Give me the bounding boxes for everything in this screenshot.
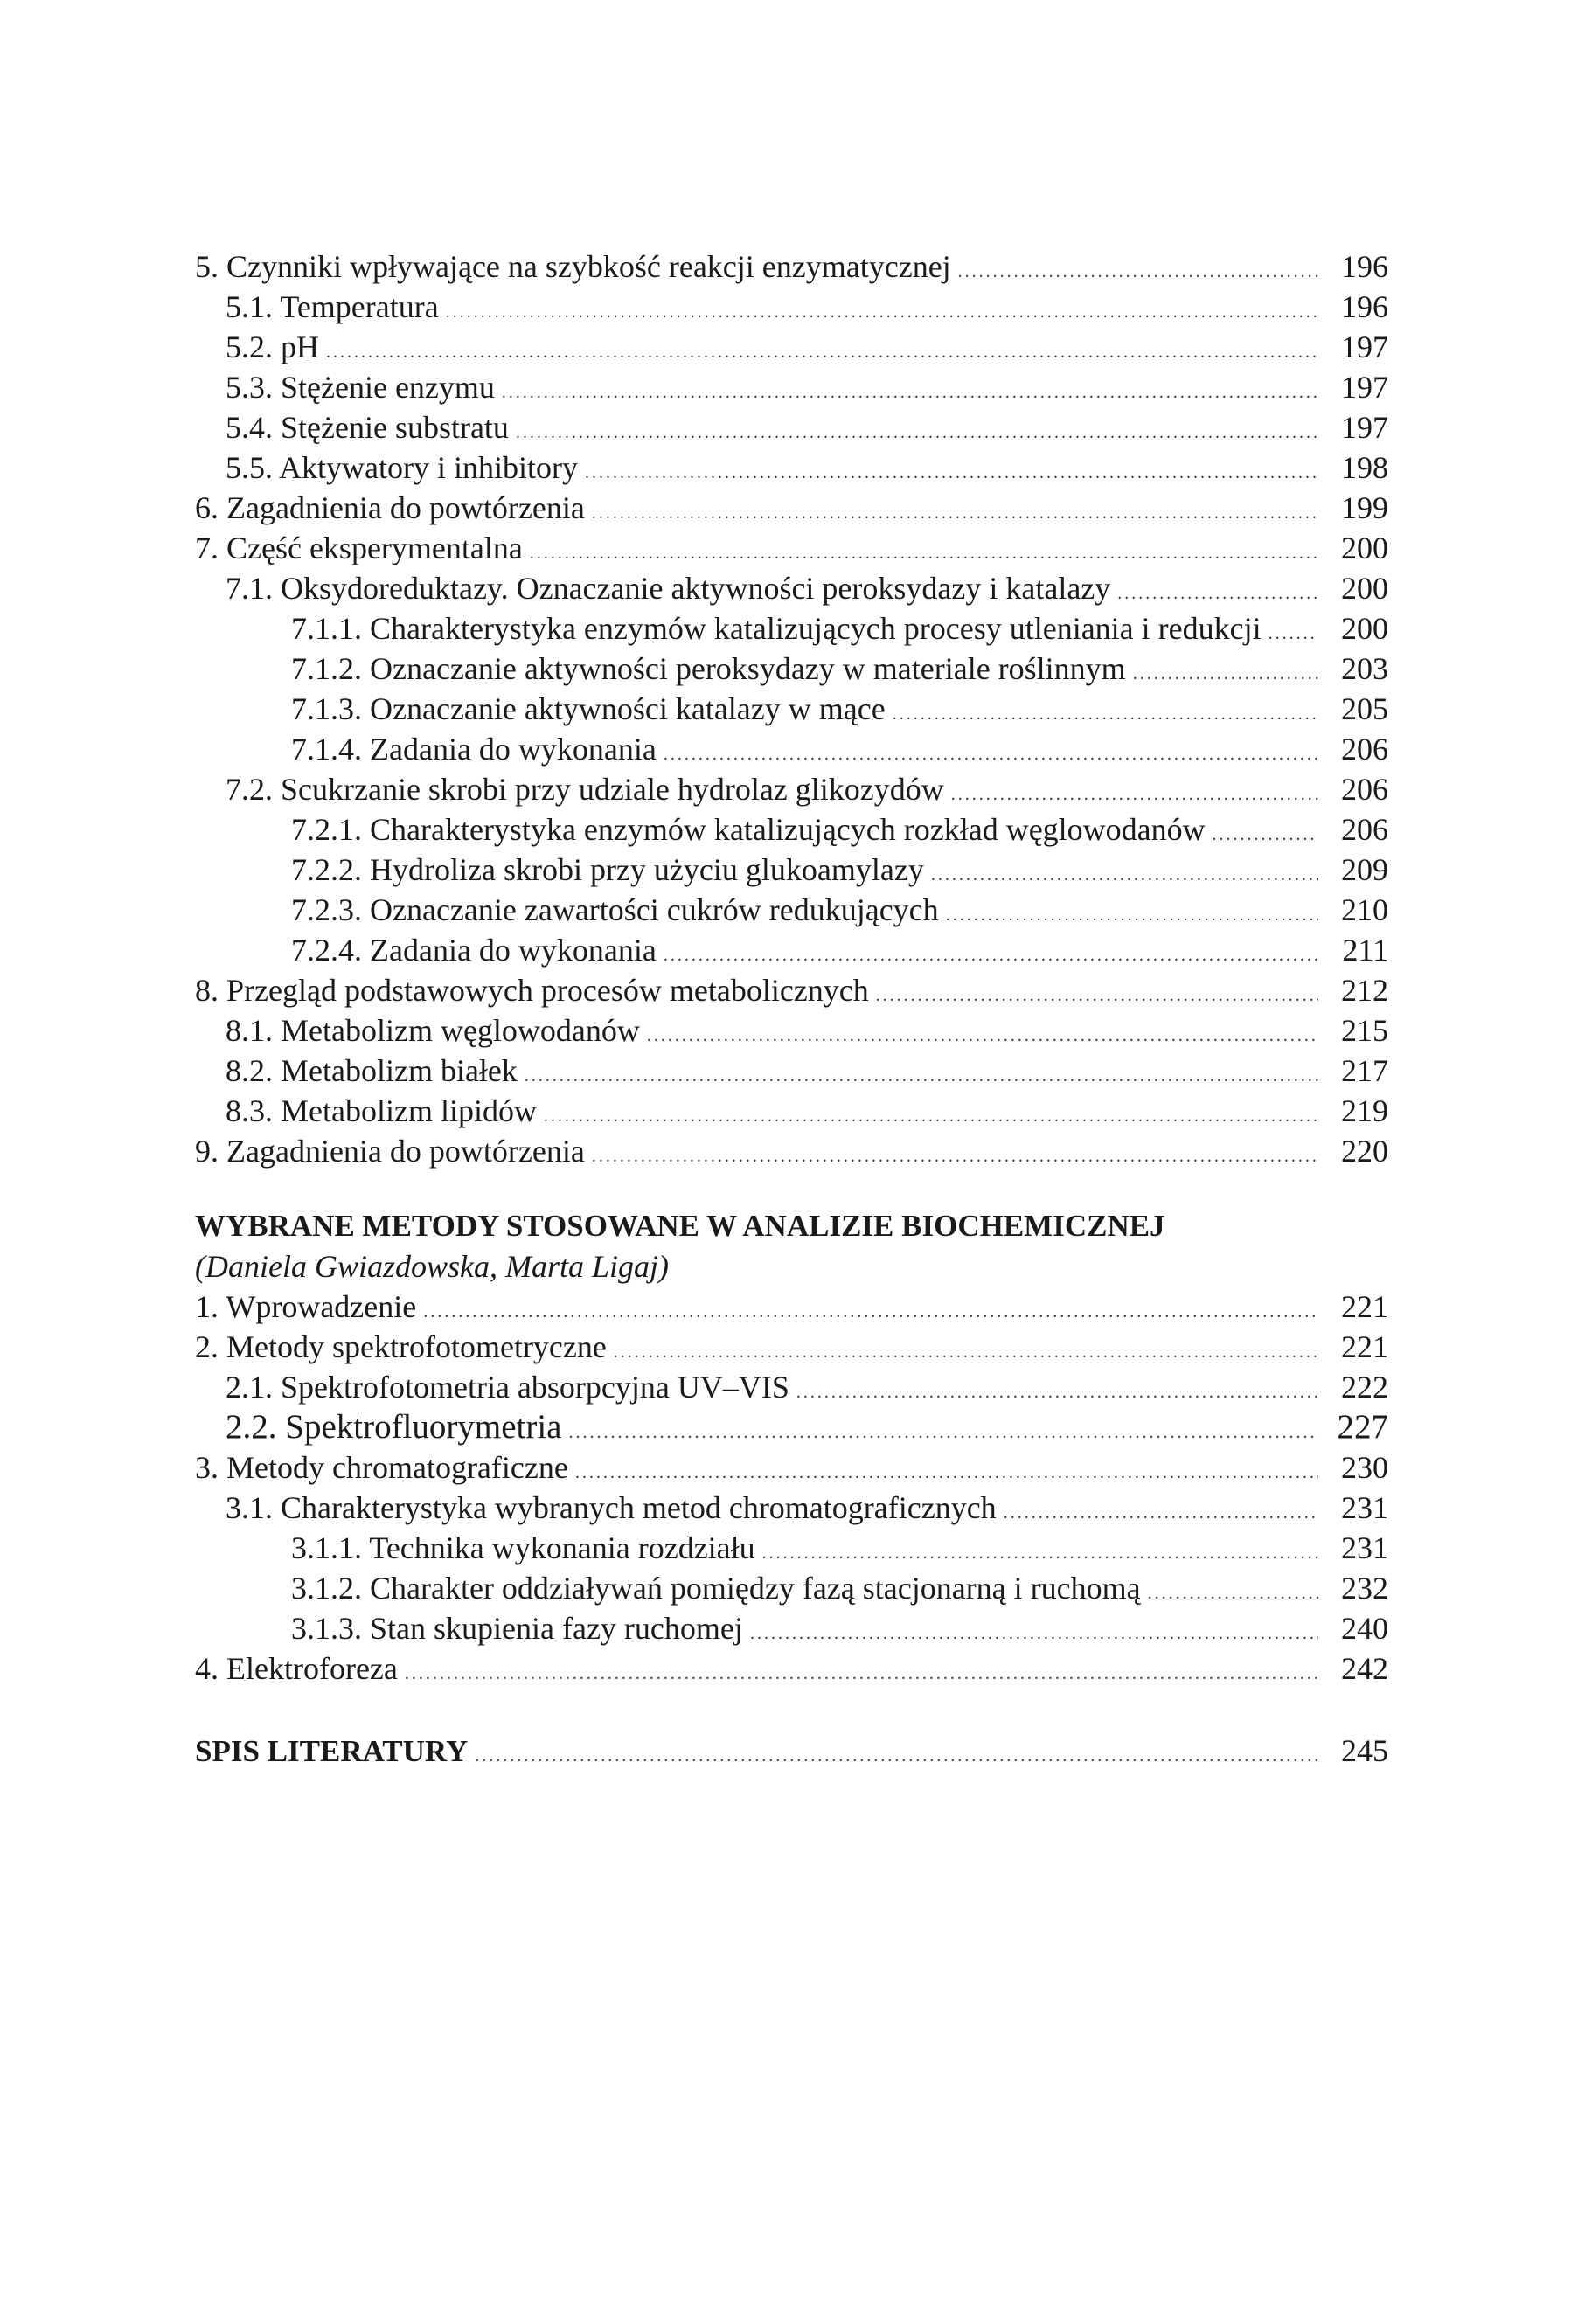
- toc-entry-page: 221: [1341, 1289, 1388, 1324]
- toc-entry-page: 199: [1341, 490, 1388, 525]
- toc-entry-label: 9. Zagadnienia do powtórzenia: [195, 1134, 585, 1169]
- toc-entry-label: 6. Zagadnienia do powtórzenia: [195, 490, 585, 525]
- toc-entry-page: 231: [1341, 1530, 1388, 1565]
- toc-leader-dots: [585, 453, 1318, 493]
- toc-entry-page: 245: [1341, 1733, 1388, 1768]
- toc-entry-page: 197: [1341, 370, 1388, 405]
- toc-leader-dots: [592, 1136, 1318, 1176]
- toc-entry-page: 197: [1341, 330, 1388, 364]
- section-authors: (Daniela Gwiazdowska, Marta Ligaj): [195, 1249, 670, 1284]
- toc-entry: [195, 689, 1388, 729]
- toc-leader-dots: [502, 372, 1318, 413]
- toc-leader-dots: [946, 895, 1318, 935]
- toc-entry-page: 222: [1341, 1370, 1388, 1405]
- toc-entry-literature: [195, 1731, 1388, 1771]
- toc-entry-page: 217: [1341, 1053, 1388, 1088]
- toc-entry-label: 8.3. Metabolizm lipidów: [226, 1093, 537, 1128]
- toc-entry: [195, 608, 1388, 649]
- toc-entry-page: 206: [1341, 812, 1388, 847]
- toc-entry-label: 7.1.4. Zadania do wykonania: [291, 732, 657, 767]
- toc-entry-label: 7.2.4. Zadania do wykonania: [291, 933, 657, 968]
- toc-entry: [195, 1131, 1388, 1171]
- toc-entry-page: 196: [1341, 249, 1388, 284]
- toc-entry: [195, 850, 1388, 890]
- toc-entry-label: 5.3. Stężenie enzymu: [226, 370, 495, 405]
- toc-leader-dots: [1148, 1573, 1318, 1613]
- toc-entry: [195, 447, 1388, 488]
- toc-entry-label: 5.2. pH: [226, 330, 319, 364]
- toc-entry-page: 203: [1341, 651, 1388, 686]
- toc-entry: [195, 367, 1388, 407]
- toc-entry: [195, 769, 1388, 809]
- toc-leader-dots: [958, 252, 1318, 292]
- toc-leader-dots: [1269, 614, 1318, 654]
- table-of-contents: [195, 246, 1388, 1771]
- toc-entry-label: 2. Metody spektrofotometryczne: [195, 1329, 607, 1364]
- toc-entry-label: 3.1. Charakterystyka wybranych metod chromatograficznych: [226, 1490, 997, 1525]
- toc-entry: [195, 1488, 1388, 1528]
- toc-entry-page: 206: [1341, 732, 1388, 767]
- toc-entry-page: 215: [1341, 1013, 1388, 1048]
- toc-entry: [195, 1568, 1388, 1608]
- toc-entry: [195, 1010, 1388, 1051]
- toc-entry-label: 5.5. Aktywatory i inhibitory: [226, 450, 578, 485]
- toc-leader-dots: [1213, 815, 1318, 855]
- toc-entry: [195, 1648, 1388, 1689]
- toc-leader-dots: [405, 1654, 1318, 1694]
- toc-entry-page: 200: [1341, 571, 1388, 606]
- toc-entry: [195, 1407, 1388, 1447]
- section-heading: WYBRANE METODY STOSOWANE W ANALIZIE BIOCHEMICZNEJ: [195, 1209, 1165, 1243]
- toc-entry: [195, 729, 1388, 769]
- toc-entry-page: 210: [1341, 892, 1388, 927]
- toc-entry-label: 8. Przegląd podstawowych procesów metabolicznych: [195, 973, 869, 1008]
- toc-entry-page: 200: [1341, 611, 1388, 646]
- toc-entry: [195, 1528, 1388, 1568]
- toc-leader-dots: [931, 855, 1318, 895]
- toc-entry: [195, 528, 1388, 568]
- toc-entry-page: 242: [1341, 1651, 1388, 1686]
- toc-leader-dots: [647, 1016, 1318, 1056]
- toc-entry-label: 5. Czynniki wpływające na szybkość reakcji enzymatycznej: [195, 249, 951, 284]
- toc-entry-page: 211: [1342, 933, 1388, 968]
- toc-entry-label: 4. Elektroforeza: [195, 1651, 398, 1686]
- toc-entry: [195, 407, 1388, 447]
- toc-entry-label: 3.1.1. Technika wykonania rozdziału: [291, 1530, 755, 1565]
- toc-entry-label: 7. Część eksperymentalna: [195, 531, 523, 565]
- toc-entry-label: SPIS LITERATURY: [195, 1734, 469, 1768]
- toc-leader-dots: [1133, 654, 1318, 694]
- toc-entry-label: 3. Metody chromatograficzne: [195, 1450, 568, 1485]
- toc-entry: [195, 1367, 1388, 1407]
- toc-entry: [195, 327, 1388, 367]
- toc-entry: [195, 809, 1388, 850]
- toc-entry-label: 5.1. Temperatura: [226, 289, 439, 324]
- toc-leader-dots: [750, 1613, 1318, 1654]
- toc-entry-label: 2.2. Spektrofluorymetria: [226, 1408, 562, 1446]
- toc-entry-label: 7.2. Scukrzanie skrobi przy udziale hydrolaz glikozydów: [226, 772, 944, 807]
- toc-leader-dots: [475, 1736, 1318, 1776]
- toc-entry: [195, 890, 1388, 930]
- toc-leader-dots: [446, 292, 1318, 332]
- toc-entry-page: 198: [1341, 450, 1388, 485]
- toc-entry-label: 7.1.3. Oznaczanie aktywności katalazy w mące: [291, 691, 886, 726]
- toc-entry-label: 3.1.3. Stan skupienia fazy ruchomej: [291, 1611, 743, 1646]
- toc-entry-page: 221: [1341, 1329, 1388, 1364]
- toc-entry-page: 212: [1341, 973, 1388, 1008]
- toc-leader-dots: [1004, 1493, 1318, 1533]
- toc-entry-label: 8.1. Metabolizm węglowodanów: [226, 1013, 640, 1048]
- toc-entry-page: 240: [1341, 1611, 1388, 1646]
- toc-entry: [195, 488, 1388, 528]
- toc-entry: [195, 649, 1388, 689]
- toc-entry-page: 231: [1341, 1490, 1388, 1525]
- toc-entry: [195, 1447, 1388, 1488]
- toc-entry-label: 2.1. Spektrofotometria absorpcyjna UV–VIS: [226, 1370, 789, 1405]
- toc-leader-dots: [796, 1372, 1318, 1412]
- toc-entry-label: 7.1.1. Charakterystyka enzymów katalizujących procesy utleniania i redukcji: [291, 611, 1262, 646]
- toc-entry-page: 227: [1337, 1408, 1388, 1446]
- toc-entry-label: 5.4. Stężenie substratu: [226, 410, 509, 445]
- toc-entry-page: 209: [1341, 852, 1388, 887]
- toc-entry-label: 7.1.2. Oznaczanie aktywności peroksydazy w materiale roślinnym: [291, 651, 1126, 686]
- toc-leader-dots: [876, 975, 1318, 1016]
- toc-entry: [195, 970, 1388, 1010]
- toc-entry-label: 7.1. Oksydoreduktazy. Oznaczanie aktywności peroksydazy i katalazy: [226, 571, 1111, 606]
- toc-leader-dots: [544, 1096, 1318, 1136]
- toc-leader-dots: [516, 413, 1318, 453]
- toc-leader-dots: [525, 1056, 1318, 1096]
- toc-entry: [195, 568, 1388, 608]
- toc-entry-label: 3.1.2. Charakter oddziaływań pomiędzy fazą stacjonarną i ruchomą: [291, 1571, 1141, 1606]
- toc-entry-page: 230: [1341, 1450, 1388, 1485]
- toc-entry: [195, 1091, 1388, 1131]
- toc-entry: [195, 930, 1388, 970]
- toc-entry: [195, 1327, 1388, 1367]
- toc-entry: [195, 287, 1388, 327]
- toc-entry-page: 205: [1341, 691, 1388, 726]
- toc-entry: [195, 1608, 1388, 1648]
- toc-entry: [195, 1287, 1388, 1327]
- toc-part-1: [195, 246, 1388, 1171]
- toc-entry-page: 220: [1341, 1134, 1388, 1169]
- toc-entry-label: 1. Wprowadzenie: [195, 1289, 417, 1324]
- toc-entry-page: 200: [1341, 531, 1388, 565]
- toc-entry-label: 7.2.1. Charakterystyka enzymów katalizujących rozkład węglowodanów: [291, 812, 1206, 847]
- toc-leader-dots: [592, 493, 1318, 533]
- toc-entry: [195, 246, 1388, 287]
- toc-entry-page: 196: [1341, 289, 1388, 324]
- toc-entry-page: 206: [1341, 772, 1388, 807]
- toc-leader-dots: [569, 1412, 1319, 1453]
- toc-entry: [195, 1051, 1388, 1091]
- toc-entry-page: 219: [1341, 1093, 1388, 1128]
- toc-entry-label: 7.2.2. Hydroliza skrobi przy użyciu glukoamylazy: [291, 852, 924, 887]
- toc-entry-page: 232: [1341, 1571, 1388, 1606]
- toc-entry-label: 8.2. Metabolizm białek: [226, 1053, 518, 1088]
- toc-leader-dots: [893, 694, 1318, 734]
- toc-entry-page: 197: [1341, 410, 1388, 445]
- toc-entry-label: 7.2.3. Oznaczanie zawartości cukrów redukujących: [291, 892, 939, 927]
- toc-part-2: [195, 1287, 1388, 1689]
